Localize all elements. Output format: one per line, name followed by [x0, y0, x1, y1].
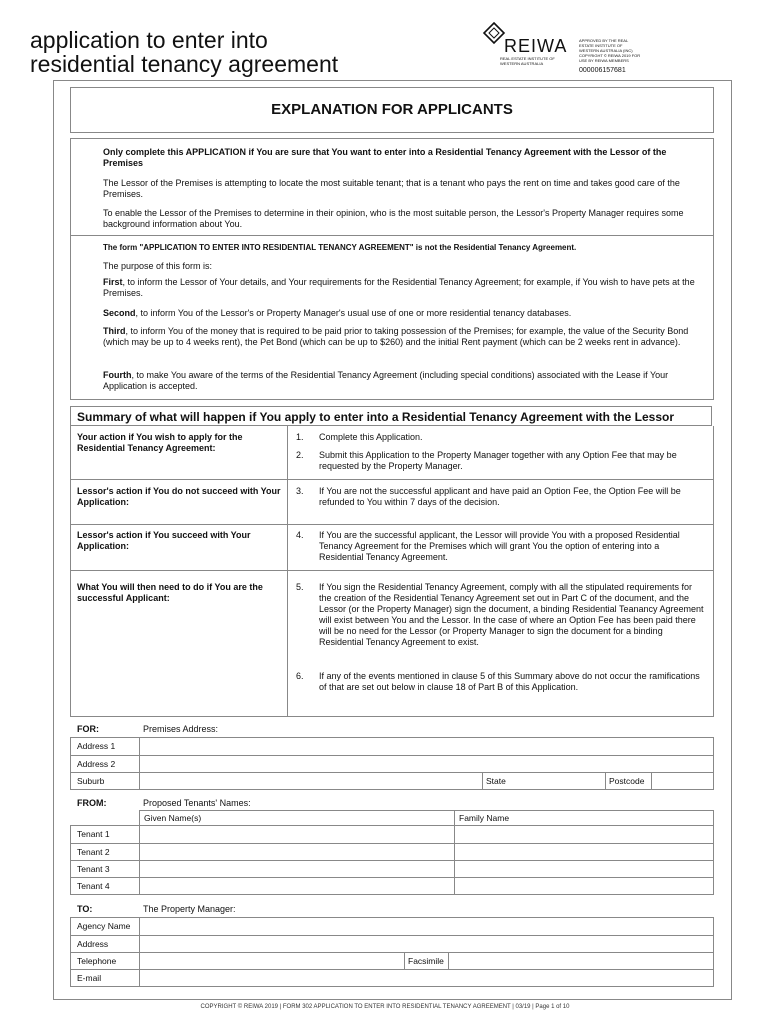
purpose-fourth: [103, 370, 703, 392]
field-divider: [454, 811, 455, 825]
summary-heading: Summary of what will happen if You apply to enter into a Residential Tenancy Agreement with the Lessor: [70, 406, 712, 426]
summary-item-number: 2.: [296, 450, 304, 460]
tenant-given-field[interactable]: [140, 844, 454, 860]
suburb-label: Suburb: [77, 776, 105, 786]
family-name-header: Family Name: [459, 813, 510, 823]
divider: [71, 235, 713, 236]
summary-item-number: 6.: [296, 671, 304, 681]
form-number: 000006157681: [579, 67, 626, 74]
summary-row-label: Your action if You wish to apply for the Residential Tenancy Agreement:: [77, 432, 243, 453]
address-label: Address: [77, 939, 109, 949]
address-field[interactable]: [140, 936, 713, 952]
row-divider: [71, 479, 713, 480]
purpose-intro: The purpose of this form is:: [103, 261, 213, 271]
address2-row: [71, 755, 713, 772]
summary-item-text: If You are not the successful applicant and have paid an Option Fee, the Option Fee will be refunded to You within 7 days of the decision.: [319, 486, 681, 507]
facsimile-label: Facsimile: [408, 956, 444, 966]
title-line-1: application to enter into: [30, 27, 268, 53]
purpose-third: [103, 326, 703, 348]
column-divider: [287, 426, 288, 716]
from-label: FROM:: [77, 798, 107, 808]
summary-row-label: Lessor's action if You succeed with Your Application:: [77, 530, 251, 551]
suburb-row: [71, 772, 713, 789]
tenant-label: Tenant 1: [77, 829, 110, 839]
address1-label: Address 1: [77, 741, 116, 751]
summary-item-number: 3.: [296, 486, 304, 496]
purpose-first-text: , to inform the Lessor of Your details, and Your requirements for the Residential Tenancy Agreement; for example, if You wish to have pets at the Premises.: [103, 277, 695, 298]
address2-label: Address 2: [77, 759, 116, 769]
agency-label: Agency Name: [77, 921, 131, 931]
summary-item-number: 5.: [296, 582, 304, 592]
premises-address-grid: [70, 737, 714, 790]
to-sublabel: The Property Manager:: [143, 904, 236, 914]
for-label: FOR:: [77, 724, 99, 734]
purpose-second-text: , to inform You of the Lessor's or Property Manager's usual use of one or more residential tenancy databases.: [135, 308, 572, 318]
telephone-field[interactable]: [140, 953, 404, 969]
row-divider: [71, 570, 713, 571]
property-manager-grid: [70, 917, 714, 987]
address2-field[interactable]: [140, 756, 713, 772]
explanation-intro: Only complete this APPLICATION if You are sure that You want to enter into a Residential Tenancy Agreement with the Lessor of the Premises: [103, 147, 667, 168]
suburb-field[interactable]: [140, 773, 482, 789]
summary-item-number: 4.: [296, 530, 304, 540]
postcode-label: Postcode: [609, 776, 645, 786]
given-name-header: Given Name(s): [144, 813, 202, 823]
tenants-grid: [70, 825, 714, 895]
purpose-third-text: , to inform You of the money that is required to be paid prior to taking possession of the Premises; for example, the value of the Security Bond (which may be up to 4 weeks rent), the Pet Bond (which can be up to $260) and the initial Rent payment (which can be 2 weeks rent in advance).: [103, 326, 689, 347]
diamond-logo-icon: [482, 22, 506, 46]
logo-wordmark: REIWA: [504, 36, 568, 56]
summary-item-text: If You sign the Residential Tenancy Agreement, comply with all the stipulated requirements for the creation of the Residential Tenancy Agreement set out in Part C of the document, and the Lessor (or the Property Manager) sign the document, a binding Residential Teanancy Agreement will exist between You and the Lessor. In the case of where an Option Fee has been paid there will be no need for the Lessor (or Property Manager to sign the document for a binding Residential Tenancy Agreement to exist.: [319, 582, 704, 647]
summary-row-label: Lessor's action if You do not succeed with Your Application:: [77, 486, 281, 507]
agency-field[interactable]: [140, 918, 713, 935]
tenant-row: [71, 843, 713, 860]
telephone-row: [71, 952, 713, 969]
purpose-first-label: First: [103, 277, 123, 287]
logo-subtitle: REAL ESTATE INSTITUTE OF WESTERN AUSTRALIA: [500, 56, 555, 66]
document-title: [30, 28, 338, 76]
summary-item-number: 1.: [296, 432, 304, 442]
tenant-family-field[interactable]: [455, 844, 713, 860]
title-line-2: residential tenancy agreement: [30, 51, 339, 77]
tenant-given-field[interactable]: [140, 861, 454, 877]
approved-text: APPROVED BY THE REAL ESTATE INSTITUTE OF WESTERN AUSTRALIA (INC) COPYRIGHT © REIWA 2019 FOR USE BY REIWA MEMBERS: [579, 38, 641, 63]
explanation-paragraph: To enable the Lessor of the Premises to determine in their opinion, who is the most suitable person, the Lessor's Property Manager requires some background information about You.: [103, 208, 684, 229]
summary-item-text: Complete this Application.: [319, 432, 423, 442]
facsimile-field[interactable]: [449, 953, 713, 969]
summary-table: [70, 426, 714, 717]
telephone-label: Telephone: [77, 956, 117, 966]
tenant-label: Tenant 3: [77, 864, 110, 874]
purpose-fourth-text: , to make You aware of the terms of the Residential Tenancy Agreement (including special conditions) associated with the Lease if Your Application is accepted.: [103, 370, 669, 391]
row-divider: [71, 524, 713, 525]
explanation-box: [70, 138, 714, 400]
purpose-fourth-label: Fourth: [103, 370, 132, 380]
from-sublabel: Proposed Tenants' Names:: [143, 798, 251, 808]
reiwa-logo: [482, 22, 642, 82]
purpose-first: [103, 277, 703, 299]
address1-row: [71, 738, 713, 755]
email-field[interactable]: [140, 970, 713, 986]
explanation-note: The form "APPLICATION TO ENTER INTO RESIDENTIAL TENANCY AGREEMENT" is not the Residential Tenancy Agreement.: [103, 243, 577, 252]
tenant-family-field[interactable]: [455, 826, 713, 843]
email-label: E-mail: [77, 973, 102, 983]
tenant-row: [71, 860, 713, 877]
summary-item-text: If You are the successful applicant, the Lessor will provide You with a proposed Residential Tenancy Agreement for the Premises which will grant You the option of entering into a Residential Tenancy Agreement.: [319, 530, 680, 562]
email-row: [71, 969, 713, 986]
state-field[interactable]: [511, 773, 605, 789]
address-row: [71, 935, 713, 952]
purpose-second-label: Second: [103, 308, 136, 318]
explanation-paragraph: The Lessor of the Premises is attempting to locate the most suitable tenant; that is a tenant who pays the rent on time and takes good care of the Premises.: [103, 178, 680, 199]
tenant-row: [71, 826, 713, 843]
field-divider: [482, 773, 483, 789]
page-footer: COPYRIGHT © REIWA 2019 | FORM 302 APPLICATION TO ENTER INTO RESIDENTIAL TENANCY AGREEMENT | 03/19 | Page 1 of 10: [200, 1004, 570, 1010]
summary-item-text: Submit this Application to the Property Manager together with any Option Fee that may be requested by the Property Manager.: [319, 450, 677, 471]
field-divider: [605, 773, 606, 789]
tenant-label: Tenant 2: [77, 847, 110, 857]
tenant-given-field[interactable]: [140, 878, 454, 894]
field-divider: [404, 953, 405, 969]
tenant-family-field[interactable]: [455, 861, 713, 877]
state-label: State: [486, 776, 506, 786]
purpose-second: [103, 308, 703, 319]
summary-item-text: If any of the events mentioned in clause 5 of this Summary above do not occur the ramifications of that are set out below in clause 18 of Part B of this Application.: [319, 671, 700, 692]
to-label: TO:: [77, 904, 93, 914]
purpose-third-label: Third: [103, 326, 126, 336]
postcode-field[interactable]: [652, 773, 713, 789]
tenant-row: [71, 877, 713, 894]
tenant-family-field[interactable]: [455, 878, 713, 894]
tenant-given-field[interactable]: [140, 826, 454, 843]
address1-field[interactable]: [140, 738, 713, 755]
summary-row-label: What You will then need to do if You are the successful Applicant:: [77, 582, 263, 603]
agency-row: [71, 918, 713, 935]
tenant-label: Tenant 4: [77, 881, 110, 891]
tenant-grid-header: [139, 810, 714, 825]
for-sublabel: Premises Address:: [143, 724, 219, 734]
explanation-heading: EXPLANATION FOR APPLICANTS: [70, 87, 714, 133]
